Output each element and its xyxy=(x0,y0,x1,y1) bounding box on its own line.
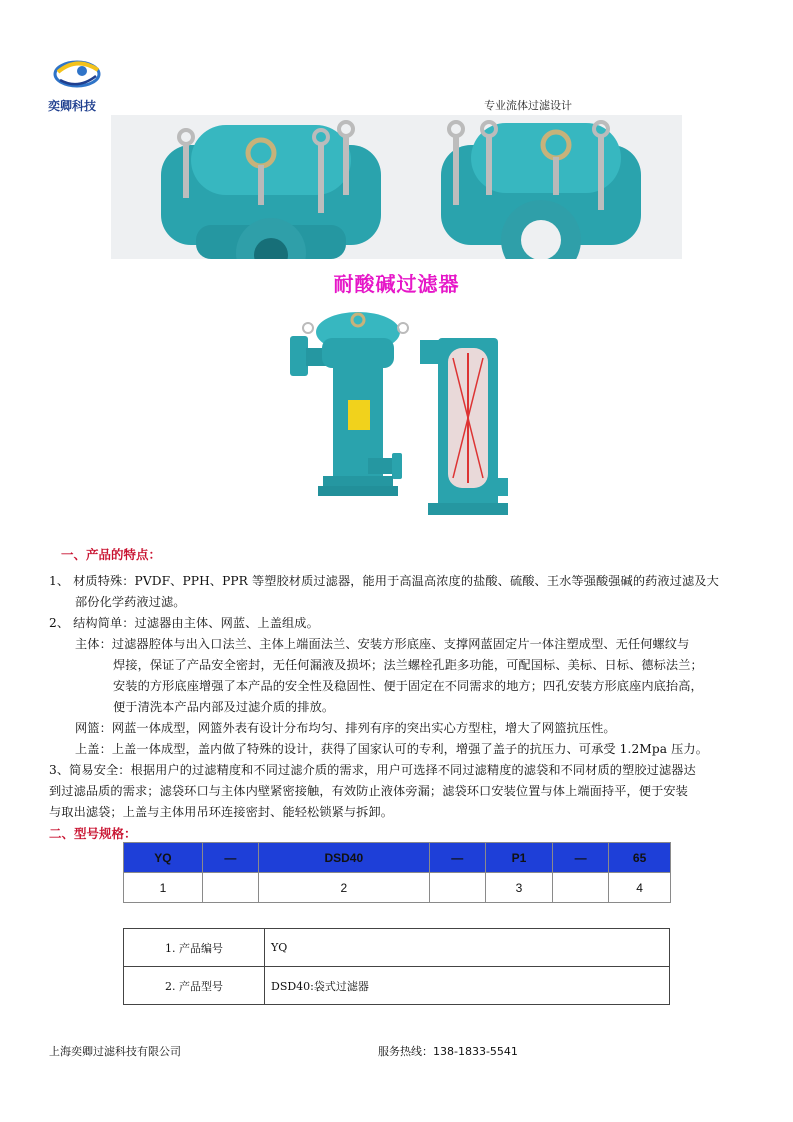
spec-index-cell: 3 xyxy=(485,873,553,903)
spec-cell: — xyxy=(553,843,609,873)
banner-photo xyxy=(111,115,682,259)
spec-table xyxy=(123,842,671,903)
spec-cell: — xyxy=(202,843,258,873)
filter-cutaway-view xyxy=(420,338,508,515)
feature-line-5: 焊接，保证了产品安全密封，无任何漏液及损坏；法兰螺栓孔距多功能，可配国标、美标、日标、德标法兰； xyxy=(113,658,703,672)
section-heading-specs: 二、型号规格： xyxy=(49,826,137,841)
detail-label: 1. 产品编号 xyxy=(124,929,265,967)
feature-line-3: 2、 结构简单：过滤器由主体、网蓝、上盖组成。 xyxy=(49,616,319,630)
feature-line-8: 网篮：网蓝一体成型，网篮外表有设计分布均匀、排列有序的突出实心方型柱，增大了网篮抗压性。 xyxy=(75,721,616,735)
product-title: 耐酸碱过滤器 xyxy=(333,272,460,296)
header-tagline: 专业流体过滤设计 xyxy=(484,99,572,112)
feature-line-6: 安装的方形底座增强了本产品的安全性及稳固性、便于固定在不同需求的地方；四孔安装方形底座内底抬高， xyxy=(113,679,703,693)
spec-cell: DSD40 xyxy=(258,843,429,873)
feature-line-9: 上盖：上盖一体成型，盖内做了特殊的设计，获得了国家认可的专利，增强了盖子的抗压力、可承受 1.2Mpa 压力。 xyxy=(75,742,708,756)
spec-index-cell: 2 xyxy=(258,873,429,903)
product-illustration xyxy=(278,308,512,524)
feature-line-7: 便于清洗本产品内部及过滤介质的排放。 xyxy=(113,700,335,714)
spec-index-cell xyxy=(553,873,609,903)
spec-cell: P1 xyxy=(485,843,553,873)
filter-exterior-view xyxy=(290,312,408,496)
feature-line-1: 1、 材质特殊：PVDF、PPH、PPR 等塑胶材质过滤器，能用于高温高浓度的盐酸、硫酸、王水等强酸强碱的药液过滤及大 xyxy=(49,574,719,588)
spec-index-cell: 4 xyxy=(609,873,671,903)
feature-line-11: 到过滤品质的需求；滤袋环口与主体内壁紧密接触，有效防止液体旁漏；滤袋环口安装位置与体上端面持平，便于安装 xyxy=(49,784,688,798)
section-heading-features: 一、产品的特点： xyxy=(61,547,162,562)
detail-value: DSD40:袋式过滤器 xyxy=(265,967,670,1005)
spec-index-cell xyxy=(429,873,485,903)
detail-label: 2. 产品型号 xyxy=(124,967,265,1005)
spec-cell: — xyxy=(429,843,485,873)
logo-text: 奕卿科技 xyxy=(48,99,97,113)
spec-table-index-row xyxy=(124,873,671,903)
spec-cell: 65 xyxy=(609,843,671,873)
detail-row xyxy=(124,967,670,1005)
feature-line-12: 与取出滤袋；上盖与主体用吊环连接密封、能轻松锁紧与拆卸。 xyxy=(49,805,394,819)
feature-line-10: 3、简易安全：根据用户的过滤精度和不同过滤介质的需求，用户可选择不同过滤精度的滤袋和不同材质的塑胶过滤器达 xyxy=(49,763,696,777)
footer-company: 上海奕卿过滤科技有限公司 xyxy=(49,1045,181,1058)
spec-cell: YQ xyxy=(124,843,203,873)
spec-table-header-row xyxy=(124,843,671,873)
feature-line-2: 部份化学药液过滤。 xyxy=(75,595,186,609)
feature-line-4: 主体：过滤器腔体与出入口法兰、主体上端面法兰、安装方形底座、支撑网蓝固定片一体注塑成型、无任何螺纹与 xyxy=(75,637,690,651)
detail-value: YQ xyxy=(265,929,670,967)
spec-index-cell xyxy=(202,873,258,903)
detail-row xyxy=(124,929,670,967)
detail-table xyxy=(123,928,670,1005)
spec-index-cell: 1 xyxy=(124,873,203,903)
footer-hotline: 服务热线：138-1833-5541 xyxy=(378,1045,518,1058)
